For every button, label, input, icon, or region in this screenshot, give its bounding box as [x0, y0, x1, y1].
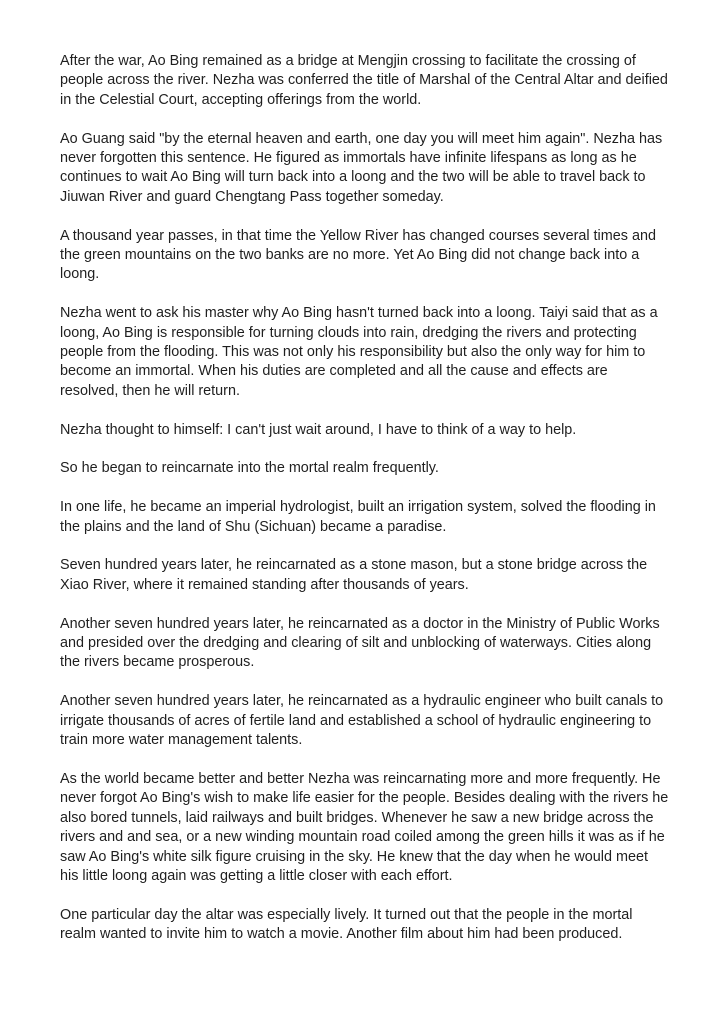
- paragraph-4: Nezha went to ask his master why Ao Bing hasn't turned back into a loong. Taiyi said that as a loong, Ao Bing is responsible for turning clouds into rain, dredging the rivers and protecting people from the flooding. This was not only his responsibility but also the only way for him to become an immortal. When his duties are completed and all the cause and effects are resolved, then he will return.: [60, 305, 658, 399]
- paragraph-8: Seven hundred years later, he reincarnated as a stone mason, but a stone bridge across the Xiao River, where it remained standing after thousands of years.: [60, 557, 648, 593]
- paragraph-11: As the world became better and better Nezha was reincarnating more and more frequently. He never forgot Ao Bing's wish to make life easier for the people. Besides dealing with the rivers he also bored tunnels, laid railways and built bridges. Whenever he saw a new bridge across the rivers and and sea, or a new winding mountain road coiled among the green hills it was as if he saw Ao Bing's white silk figure cruising in the sky. He knew that the day when he would meet his little loong again was getting a little closer with each effort.: [60, 770, 669, 884]
- paragraph-1: After the war, Ao Bing remained as a bridge at Mengjin crossing to facilitate the crossing of people across the river. Nezha was conferred the title of Marshal of the Central Altar and deified in the Celestial Court, accepting offerings from the world.: [60, 53, 668, 108]
- paragraph-12: One particular day the altar was especially lively. It turned out that the people in the mortal realm wanted to invite him to watch a movie. Another film about him had been produced.: [60, 906, 633, 943]
- document-page: [60, 52, 670, 964]
- paragraph-9: Another seven hundred years later, he reincarnated as a doctor in the Ministry of Public Works and presided over the dredging and clearing of silt and unblocking of waterways. Cities along the rivers became prosperous.: [60, 615, 660, 671]
- paragraph-7: In one life, he became an imperial hydrologist, built an irrigation system, solved the flooding in the plains and the land of Shu (Sichuan) became a paradise.: [60, 499, 656, 535]
- paragraph-5: Nezha thought to himself: I can't just wait around, I have to think of a way to help.: [60, 421, 577, 438]
- paragraph-3: A thousand year passes, in that time the Yellow River has changed courses several times and the green mountains on the two banks are no more. Yet Ao Bing did not change back into a loong.: [60, 227, 656, 283]
- paragraph-10: Another seven hundred years later, he reincarnated as a hydraulic engineer who built canals to irrigate thousands of acres of fertile land and established a school of hydraulic engineering to train more water management talents.: [60, 693, 664, 749]
- paragraph-6: So he began to reincarnate into the mortal realm frequently.: [60, 460, 439, 477]
- paragraph-2: Ao Guang said "by the eternal heaven and earth, one day you will meet him again". Nezha has never forgotten this sentence. He figured as immortals have infinite lifespans as long as he continues to wait Ao Bing will turn back into a loong and the two will be able to travel back to Jiuwan River and guard Chengtang Pass together someday.: [60, 130, 663, 205]
